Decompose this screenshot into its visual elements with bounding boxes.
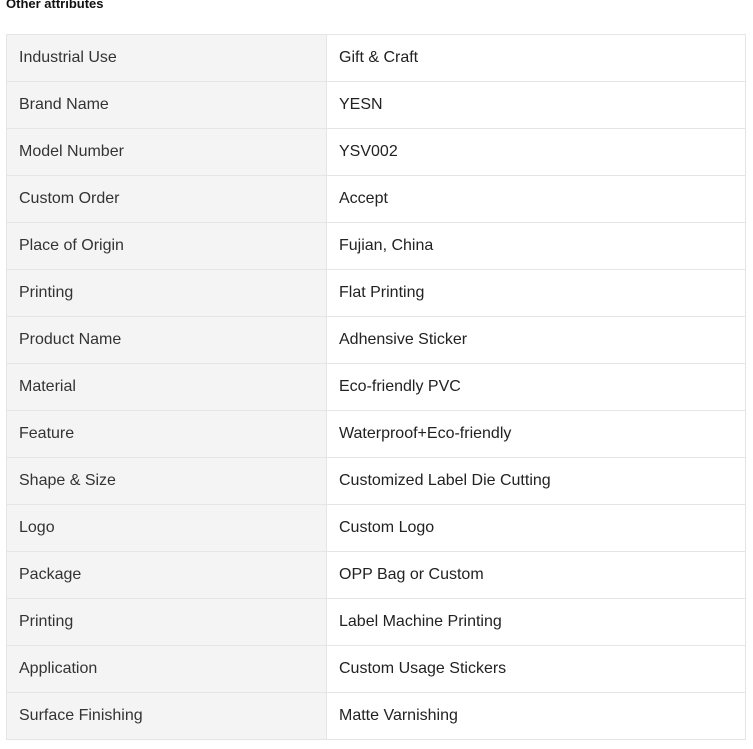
attribute-value: YESN xyxy=(327,82,746,129)
table-row xyxy=(7,552,746,599)
table-row xyxy=(7,411,746,458)
attribute-value: Adhensive Sticker xyxy=(327,317,746,364)
attribute-key: Package xyxy=(7,552,327,599)
attribute-key: Model Number xyxy=(7,129,327,176)
attribute-value: Fujian, China xyxy=(327,223,746,270)
attribute-key: Application xyxy=(7,646,327,693)
table-row xyxy=(7,505,746,552)
attribute-value: Matte Varnishing xyxy=(327,693,746,740)
table-row xyxy=(7,458,746,505)
table-row xyxy=(7,646,746,693)
table-row xyxy=(7,82,746,129)
table-row xyxy=(7,364,746,411)
attribute-key: Product Name xyxy=(7,317,327,364)
attribute-value: Customized Label Die Cutting xyxy=(327,458,746,505)
attribute-value: Label Machine Printing xyxy=(327,599,746,646)
attribute-key: Printing xyxy=(7,270,327,317)
attribute-key: Place of Origin xyxy=(7,223,327,270)
attribute-value: Custom Usage Stickers xyxy=(327,646,746,693)
attribute-value: YSV002 xyxy=(327,129,746,176)
table-row xyxy=(7,35,746,82)
attribute-key: Material xyxy=(7,364,327,411)
attribute-value: Eco-friendly PVC xyxy=(327,364,746,411)
attribute-key: Surface Finishing xyxy=(7,693,327,740)
attribute-value: Flat Printing xyxy=(327,270,746,317)
attribute-value: Waterproof+Eco-friendly xyxy=(327,411,746,458)
attribute-key: Logo xyxy=(7,505,327,552)
table-row xyxy=(7,223,746,270)
attribute-value: Custom Logo xyxy=(327,505,746,552)
table-row xyxy=(7,599,746,646)
attribute-key: Brand Name xyxy=(7,82,327,129)
attribute-key: Feature xyxy=(7,411,327,458)
section-title: Other attributes xyxy=(6,0,104,11)
attribute-key: Industrial Use xyxy=(7,35,327,82)
table-row xyxy=(7,176,746,223)
attributes-table xyxy=(6,34,746,740)
table-row xyxy=(7,270,746,317)
attribute-value: OPP Bag or Custom xyxy=(327,552,746,599)
table-row xyxy=(7,693,746,740)
attribute-key: Custom Order xyxy=(7,176,327,223)
attribute-value: Accept xyxy=(327,176,746,223)
attribute-value: Gift & Craft xyxy=(327,35,746,82)
attribute-key: Shape & Size xyxy=(7,458,327,505)
table-row xyxy=(7,129,746,176)
attributes-table-body xyxy=(7,35,746,740)
table-row xyxy=(7,317,746,364)
attribute-key: Printing xyxy=(7,599,327,646)
